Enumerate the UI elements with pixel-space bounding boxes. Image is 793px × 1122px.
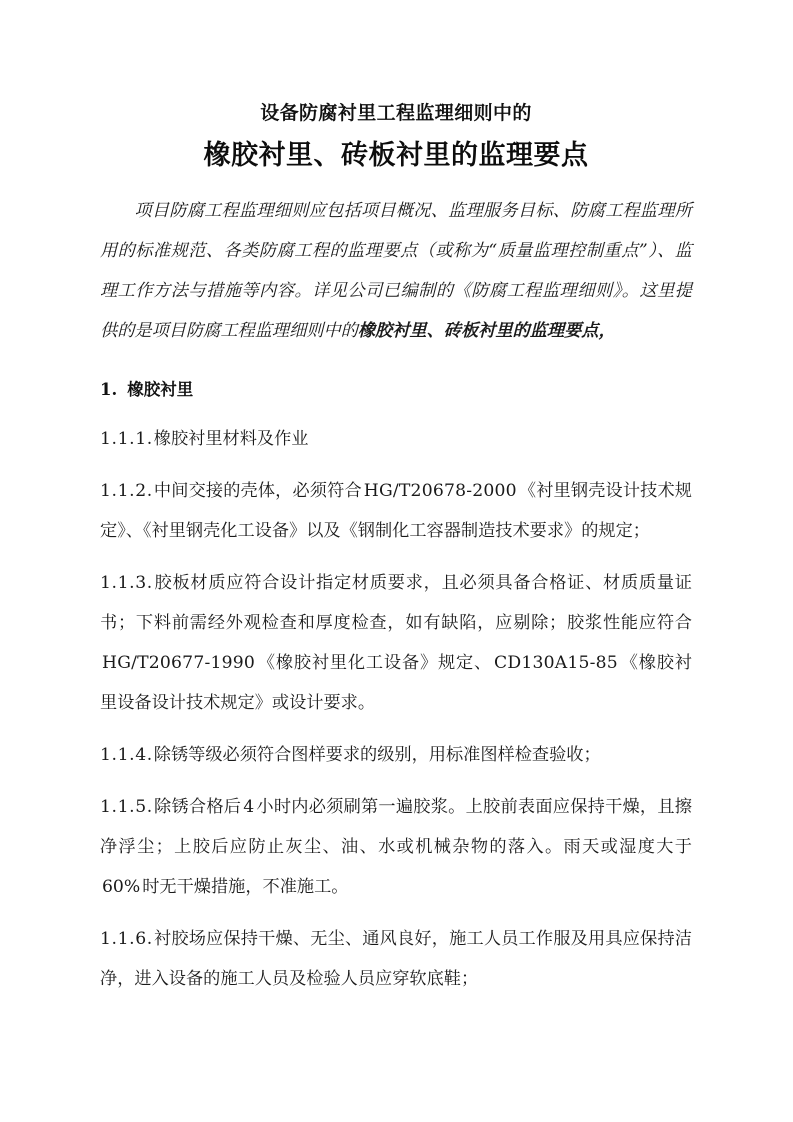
clause-text: 《橡胶衬里化工设备》规定、	[257, 653, 493, 673]
clause-text: 胶板材质应符合设计指定材质要求，且必须具备合格证、材质质量证书；下料前需经外观检查和厚度检查，如有缺陷，应剔除；胶浆性能应符合	[100, 573, 692, 633]
section-number: 1.	[100, 380, 118, 399]
intro-text: 项目防腐工程监理细则应包括项目概况、监理服务目标、防腐工程监理所用的标准规范、各类防腐工程的监理要点（或称为“质量监理控制重点”）、监理工作方法与措施等内容。详见公司已编制的《防腐工程监理细则》。这里提供的是项目防腐工程监理细则中的	[100, 201, 692, 341]
document-content	[100, 0, 692, 999]
clause-text: 中间交接的壳体，必须符合	[153, 481, 362, 501]
clause-text: 除锈等级必须符合图样要求的级别，用标准图样检查验收；	[153, 745, 601, 765]
clause-number: 1.1.6.	[100, 929, 153, 949]
clause-1-1-4	[100, 723, 692, 775]
clause-1-1-6	[100, 907, 692, 999]
clause-number: 1.1.5.	[100, 797, 153, 817]
humidity-value: 60%	[102, 877, 141, 897]
clause-text: 小时内必须刷第一遍胶浆。上胶前表面应保持干燥，且擦净浮尘；上胶后应防止灰尘、油、水或机械杂物的落入。雨天或湿度大于	[100, 797, 692, 857]
clause-1-1-1	[100, 407, 692, 459]
clause-1-1-3	[100, 551, 692, 723]
duration-value: 4	[243, 797, 255, 817]
clause-text: 橡胶衬里材料及作业	[153, 429, 309, 449]
section-heading-rubber-lining	[100, 351, 692, 407]
intro-emphasis-text: 橡胶衬里、砖板衬里的监理要点，	[357, 321, 616, 341]
clause-number: 1.1.1.	[100, 429, 153, 449]
clause-text: 时无干燥措施，不准施工。	[142, 877, 349, 897]
document-subtitle: 设备防腐衬里工程监理细则中的	[260, 102, 532, 124]
clause-text: 《衬里钢壳设计技术规定》、《衬里钢壳化工设备》以及《钢制化工容器制造技术要求》的规定；	[100, 481, 692, 541]
clause-text: 除锈合格后	[153, 797, 242, 817]
clause-number: 1.1.3.	[100, 573, 153, 593]
clause-number: 1.1.4.	[100, 745, 153, 765]
clause-text: 衬胶场应保持干燥、无尘、通风良好，施工人员工作服及用具应保持洁净，进入设备的施工人员及检验人员应穿软底鞋；	[100, 929, 692, 989]
standard-code: HG/T20678-2000	[363, 481, 517, 501]
clause-1-1-2	[100, 459, 692, 551]
standard-code: CD130A15-85	[494, 653, 618, 673]
section-title: 橡胶衬里	[127, 380, 194, 399]
intro-paragraph	[100, 177, 692, 351]
standard-code: HG/T20677-1990	[102, 653, 255, 673]
clause-text: 《橡胶衬里设备设计技术规定》或设计要求。	[100, 653, 692, 713]
clause-number: 1.1.2.	[100, 481, 153, 501]
page-title: 橡胶衬里、砖板衬里的监理要点	[203, 140, 589, 171]
clause-1-1-5	[100, 775, 692, 907]
